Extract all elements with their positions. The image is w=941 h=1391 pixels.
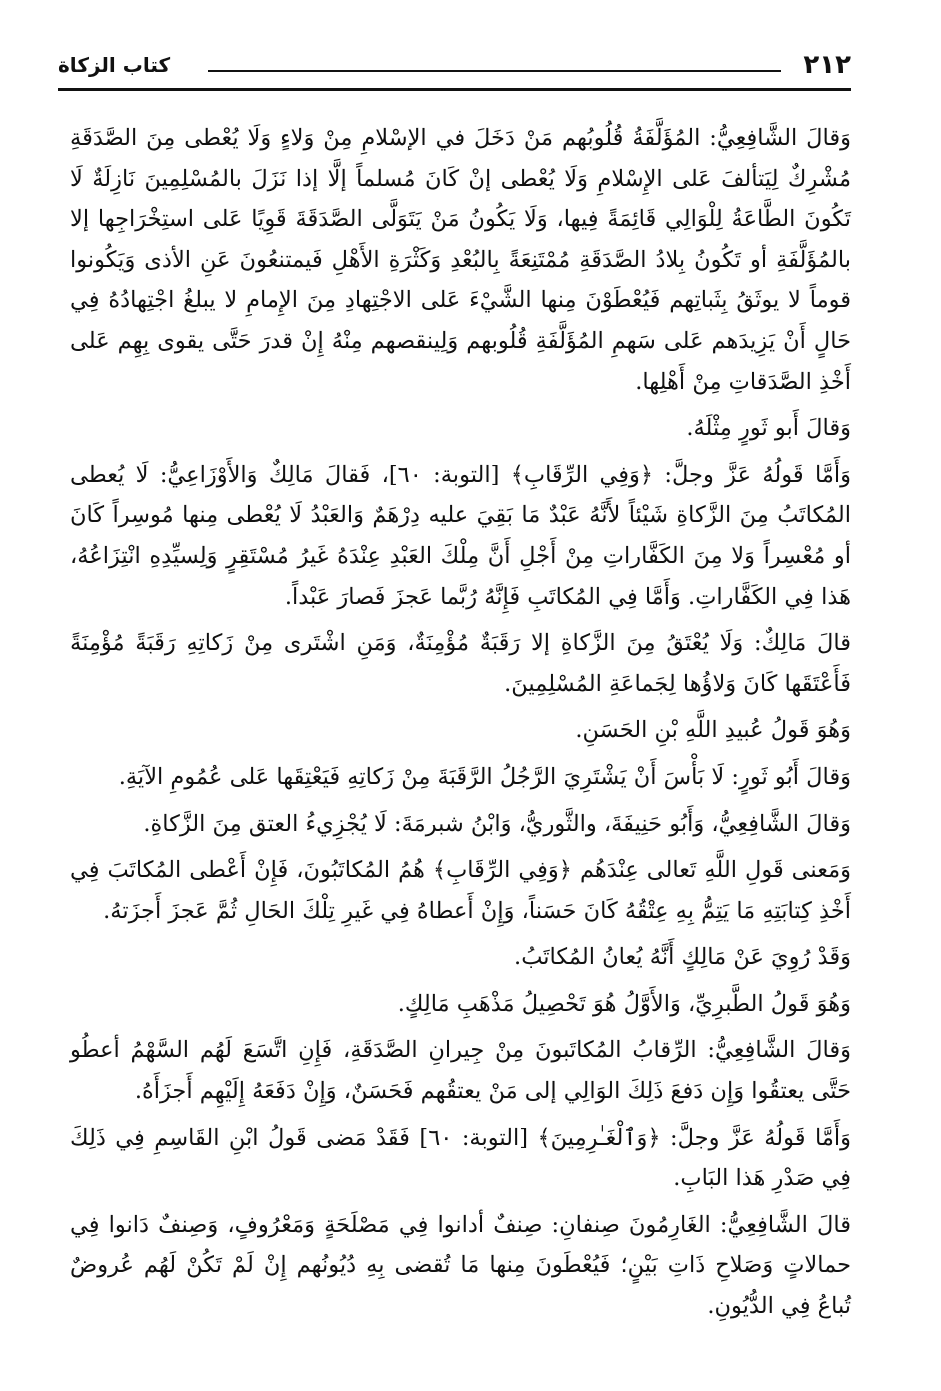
paragraph: وَهُوَ قَولُ عُبيدِ اللَّهِ بْنِ الحَسَنِ.	[575, 717, 851, 744]
page-body	[70, 118, 851, 1333]
header-rule	[208, 70, 781, 72]
paragraph: وَقالَ الشَّافِعِيُّ: المُؤَلَّفَةُ قُلُوبُهم مَنْ دَخَلَ في الإسْلامِ مِنْ وَلاءٍ وَلَا يُعْطى مِنَ الصَّدَقَةِ مُشْرِكٌ لِيَتألفَ عَلى الإِسْلامِ وَلَا يُعْطى إنْ كَانَ مُسلماً إلَّا إذا نَزَلَ بالمُسْلِمِينَ نَازِلَةٌ لَا تَكُونَ الطَّاعَةُ لِلْوَالِي قَائِمَةً فِيها، وَلَا يَكُونُ مَنْ يَتَوَلَّى الصَّدَقَةَ قَوِيًا عَلى استِخْرَاجِها إلا بالمُؤَلَّفَةِ أو تَكُونُ بِلادُ الصَّدَقَةِ مُمْتَنِعَةً بِالبُعْدِ وَكَثْرَةِ الأَهْلِ فَيمتنعُونَ عَنِ الأذى وَيَكُونوا قوماً لا يوثَقُ بِثَباتِهم فَيُعْطَوْنَ مِنها الشَّيْءَ عَلى الاجْتِهادِ مِنَ الإِمامِ لا يبلغُ اجْتِهادُهُ فِي حَالٍ أَنْ يَزِيدَهم عَلى سَهمِ المُؤَلَّفَةِ قُلُوبهم وَلِينقصهم مِنْهُ إِنْ قدرَ حَتَّى يقوى بِهِم عَلى أَخْذِ الصَّدَقاتِ مِنْ أَهْلِها.	[70, 125, 851, 395]
paragraph: قالَ الشَّافِعِيُّ: الغَارِمُونَ صِنفانِ: صِنفٌ أدانوا فِي مَصْلَحَةٍ وَمَعْرُوفٍ، وَصِنفٌ دَانوا فِي حمالاتٍ وَصَلاحِ ذَاتِ بَيْنٍ؛ فَيُعْطَونَ مِنها مَا تُقضى بِهِ دُيُونُهم إِنْ لَمْ تَكُنْ لَهُم عُروضٌ تُباعُ فِي الدُّيُونِ.	[70, 1211, 851, 1320]
book-title: كتاب الزكاة	[58, 53, 171, 77]
header-underline	[58, 88, 851, 91]
running-header	[58, 48, 851, 88]
paragraph: وَقَدْ رُوِيَ عَنْ مَالِكٍ أَنَّهُ يُعانُ المُكاتَبُ.	[514, 944, 851, 971]
paragraph: وَأَمَّا قَولُهُ عَزَّ وجلَّ: ﴿وَٱلْغَـٰرِمِينَ﴾ [التوبة: ٦٠] فَقَدْ مَضى قَولُ ابْنِ القَاسِمِ فِي ذَلِكَ فِي صَدْرِ هَذا البَابِ.	[70, 1124, 852, 1192]
paragraph: وَقالَ الشَّافِعِيُّ: الرِّقابُ المُكاتَبونَ مِنْ جِيرانِ الصَّدَقَةِ، فَإِنِ اتَّسَعَ لَهُم السَّهْمُ أعطُو حَتَّى يعتقُوا وَإِن دَفعَ ذَلِكَ الوَالِي إلى مَنْ يعتقُهم فَحَسَنٌ، وَإِنْ دَفَعَهُ إِلَيْهِم أَجزَأَهُ.	[70, 1037, 851, 1105]
paragraph: وَهُوَ قَولُ الطَّبرِيِّ، وَالأَوَّلُ هُوَ تَحْصِيلُ مَذْهَبِ مَالِكٍ.	[397, 990, 851, 1017]
paragraph: قالَ مَالِكٌ: وَلَا يُعْتَقُ مِنَ الزَّكاةِ إلا رَقَبَةٌ مُؤْمِنَةٌ، وَمَنِ اشْتَرى مِنْ زَكاتِهِ رَقَبَةً مُؤْمِنَةً فَأَعْتَقَها كَانَ وَلاؤُها لِجَماعَةِ المُسْلِمِينَ.	[70, 630, 851, 697]
paragraph: وَمَعنى قَولِ اللَّهِ تَعالى عِنْدَهُم ﴿وَفِي الرِّقَابِ﴾ هُمُ المُكاتَبُونَ، فَإِنْ أَعْطى المُكاتَبَ فِي أَخْذِ كِتابَتِهِ مَا يَتِمُّ بِهِ عِتْقُهُ كَانَ حَسَناً، وَإِنْ أَعطاهُ فِي غَيرِ تِلْكَ الحَالِ ثُمَّ عَجزَ أَجزَتهُ.	[70, 857, 851, 924]
paragraph: وَقالَ أَبُو ثَورٍ: لَا بَأْسَ أَنْ يَشْتَرِيَ الرَّجُلُ الرَّقَبَةَ مِنْ زَكاتِهِ فَيَعْتِقَها عَلى عُمُومِ الآيَةِ.	[118, 763, 851, 790]
paragraph: وَقالَ الشَّافِعِيُّ، وَأَبُو حَنِيفَةَ، والثَّوريُّ، وَابْنُ شبرمَةَ: لَا يُجْزِيءُ العتق مِنَ الزَّكاةِ.	[143, 810, 851, 837]
page-number: ٢١٢	[803, 50, 851, 80]
paragraph: وَقالَ أَبو ثَورٍ مِثْلَهُ.	[686, 415, 851, 442]
paragraph: وَأَمَّا قَولُهُ عَزَّ وجلَّ: ﴿وَفِي الرِّقَابِ﴾ [التوبة: ٦٠]، فَقالَ مَالِكٌ وَالأَوْزَاعِيُّ: لَا يُعطى المُكاتَبُ مِنَ الزَّكاةِ شَيْئاً لأَنَّهُ عَبْدٌ مَا بَقِيَ عليه دِرْهَمٌ وَالعَبْدُ لَا يُعْطى مِنها مُوسِراً كَانَ أو مُعْسِراً وَلا مِنَ الكَفَّاراتِ مِنْ أَجْلِ أَنَّ مِلْكَ العَبْدِ عِنْدَهُ غَيرُ مُسْتَقِرٍ وَلِسيِّدِهِ انْتِزَاعُهُ، هَذا فِي الكَفَّاراتِ. وَأَمَّا فِي المُكاتَبِ فَإِنَّهُ رُبَّما عَجزَ فَصارَ عَبْداً.	[70, 461, 852, 610]
